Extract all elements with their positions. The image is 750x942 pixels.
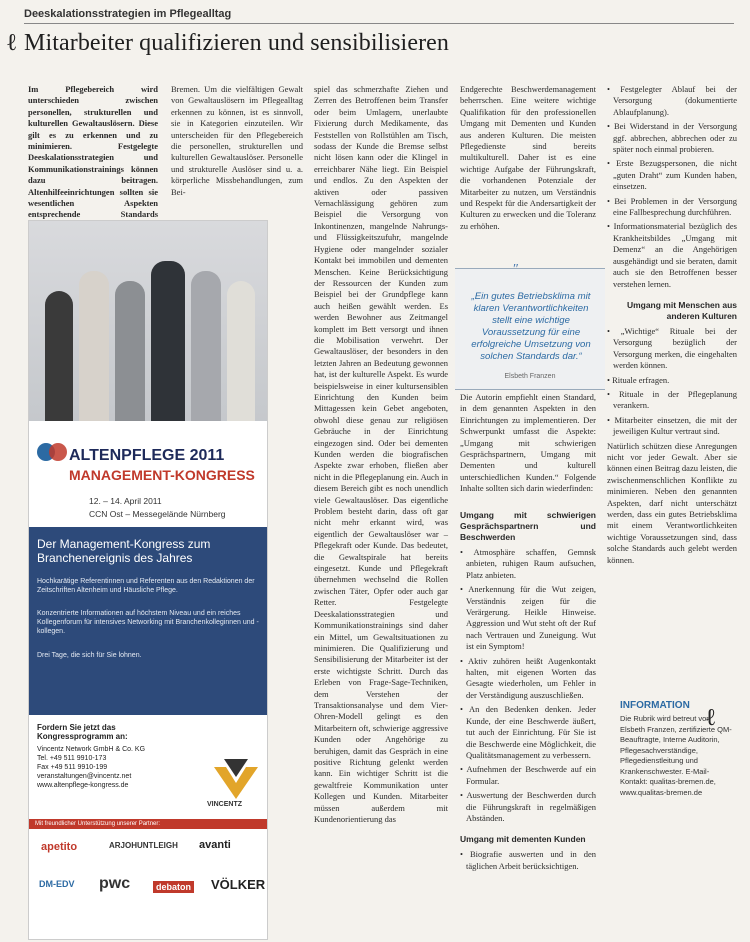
vincentz-logo-icon [214,759,258,799]
subheading-difficult-partners: Umgang mit schwierigen Gesprächspartnern und Beschwerden [460,510,596,542]
ad-order-line: veranstaltungen@vincentz.net [37,773,132,780]
lead-paragraph: Im Pflegebereich wird unterschieden zwischen personellen, strukturellen und kulturellen Gewaltauslösern. Diese gilt es zu erkennen und zu minimieren. Festgelegte Deeskalationsstrategien und Kommunikationstrainings können dazu beitragen. Altenhilfeeinrichtungen sollten sie wesentlichen Aspekten entsprechende Standards [28,84,158,220]
vincentz-brand: VINCENTZ [207,801,242,808]
quote-text: „Ein gutes Betriebsklima mit klaren Verantwortlichkeiten stellt eine wichtige Voraussetzung für eine erfolgreiche Umsetzung von solchen Standards dar.“ [471,291,591,362]
sponsor-pwc: pwc [99,875,131,892]
list-item: • Biografie auswerten und in den täglichen Arbeit berücksichtigen. [460,849,596,872]
pull-quote [455,262,605,390]
ad-title: ALTENPFLEGE 2011 [69,447,225,464]
list-difficult-partners [460,547,596,824]
list-item: • Aufnehmen der Beschwerde auf ein Formular. [460,764,596,787]
ad-headline: Der Management-Kongress zum Branchenereignis des Jahres [37,537,211,565]
sponsor-arjohuntleigh: ARJOHUNTLEIGH [109,841,178,850]
list-item: • Mitarbeiter einsetzen, die mit der jeweiligen Kultur vertraut sind. [607,415,737,438]
page-title: Mitarbeiter qualifizieren und sensibilisieren [24,30,450,56]
header-rule [24,23,734,24]
ad-order-line: Fax +49 511 9910-199 [37,764,108,771]
list-item: • Rituale erfragen. [607,375,737,386]
sponsor-voelker: VÖLKER [211,877,266,892]
list-item: • Erste Bezugspersonen, die nicht „guten Draht“ zum Kunden haben, einsetzen. [607,158,737,192]
ad-para-3: Drei Tage, die sich für Sie lohnen. [37,652,142,659]
ad-order-title: Fordern Sie jetzt das Kongressprogramm an: [37,723,128,741]
col4-text: Endgerechte Beschwerdemanagement beherrschen. Eine weitere wichtige Qualifikation für den professionellen Umgang mit Dementen und Kunden aus anderen Kulturen. Die meisten Pflegedienste sind bereits multikulturell. Daher ist es eine wichtige Aufgabe der Führungskraft, die vorhandenen Potenziale der Mitarbeiter zu nutzen, um Verständnis und Respekt für die Andersartigkeit der Kulturen zu erwecken und die Toleranz zu erhöhen. [460,84,596,231]
quote-author: Elsbeth Franzen [504,373,556,380]
list-item: • Atmosphäre schaffen, Gemnsk anbieten, ruhigen Raum aufsuchen, Platz anbieten. [460,547,596,581]
list-item: • Bei Problemen in der Versorgung eine Fallbesprechung durchführen. [607,196,737,219]
col2-text: Bremen. Um die vielfältigen Gewalt von Gewaltauslösern im Pflegealltag erkennen zu können, ist es sinnvoll, sie in Kategorien einzuteilen. Wir unterscheiden für den Pflegebereich die personellen, strukturellen und kulturellen Gewaltauslöser. Personelle und strukturelle Auslöser sind u. a. körperliche Missbehandlungen, zum Bei- [171,84,303,197]
col5-section [607,84,737,566]
ad-order-line: www.altenpflege-kongress.de [37,782,129,789]
col4-narrow: Die Autorin empfiehlt einen Standard, in dem genannten Aspekten in den Einrichtungen zu implementieren. Der Schwerpunkt umfasst die Aspekte: „Umgang mit schwierigen Gesprächspartnern, Umgang mit Dementen und kulturell unterschiedlichen Kunden.“ Folgende Inhalte sollten sich darin wiederfinden: [460,392,596,494]
ad-order-lines [37,745,187,790]
ad-location: CCN Ost – Messegelände Nürnberg [89,509,226,519]
quote-mark: ″ [513,262,519,277]
list-item: • „Wichtige“ Rituale bei der Versorgung bezüglich der Versorgung merken, die eingehalten werden können. [607,326,737,372]
list-item: • Bei Widerstand in der Versorgung ggf. abbrechen, abbrechen oder zu später noch einmal probieren. [607,121,737,155]
info-heading: INFORMATION [620,700,690,711]
ad-subtitle: MANAGEMENT-KONGRESS [69,467,255,483]
ad-para-2: Konzentrierte Informationen auf höchstem Niveau und ein reiches Kollegenforum für intensives Networking mit Branchenkolleginnen und -kollegen. [37,610,259,635]
sponsor-avanti: avanti [199,839,231,851]
subheading-dementia: Umgang mit dementen Kunden [460,834,586,845]
list-item: • Informationsmaterial bezüglich des Krankheitsbildes „Umgang mit Demenz“ an die Angehörigen ausgehändigt und sie beraten, damit auch sie den Betroffenen besser verstehen lernen. [607,221,737,289]
list-item: • Anerkennung für die Wut zeigen, Verständnis zeigen für die Verärgerung. Heikle Hinweise. Aggression und Wut steht oft der Ruf nach Vertrauen und Zuneigung. Wut ist ein Symptom! [460,584,596,652]
ad-order-line: Tel. +49 511 9910-173 [37,755,107,762]
col3-text: spiel das schmerzhafte Ziehen und Zerren des Betroffenen beim Transfer oder beim Umlagern, unerlaubte Fixierung durch Medikamente, das Feststellen von Rollstühlen am Tisch, sodass der Kunde die Bremse selbst nicht lösen kann oder die Klingel in erreichbarer Nähe liegt. Ein Beispiel und endlos. Zu den Aspekten der aktiven oder passiven Vernachlässigung gehören zum Beispiel die Versorgung von Inkontinenzen, mangelnde Nahrungs- und Flüssigkeitszufuhr, mangelnde Hygiene oder mangelnder sozialer Kontakt bei immobilen und dementen Menschen. Keine Berücksichtigung der Ressourcen der Kunden zum Beispiel bei der Grundpflege kann auch heißen gewählt werden. Es werden Bewohner aus Zeitmangel komplett im Bett versorgt und ihnen die Mobilisation verwehrt. Der Gewaltauslöser, der besonders in den letzten Jahren an Bedeutung gewonnen hat, ist der kulturelle Aspekt. Es wurde beispielsweise in einer kultursensiblen Einrichtung den Kunden beim Mittagessen kein Gebet angeboten, obwohl diese genau zur religiösen Gebräuche in der Einrichtung eingezogen sind. Oder bei dementen Kunden werden die biografischen Aspekte zwar erhoben, fließen aber nicht in die Pflegeplanung ein. Auch in diesem Bereich gibt es noch unendlich viele Gewaltauslöser. Das eigentliche Problem besteht darin, dass oft gar nicht mehr erkannt wird, was eigentlich der Gewaltauslöser war – Pflegekraft oder Kunde. Das bedeutet, die Gewaltspirale hat bereits eingesetzt. Kunde und Pflegekraft übernehmen wechselnd die Rollen zwischen Täter, Opfer oder auch gar Retter. Festgelegte Deeskalationsstrategien und Kommunikationstrainings sind daher ein Mittel, um Gewaltsituationen zu minimieren. Die Qualifizierung und Sensibilisierung der Mitarbeiter ist der erste wichtigste Schritt. Durch das Erleben von Frage-Sage-Techniken, dem Verstehen der Transaktionsanalyse und dem Vier-Ohren-Modell gelingt es den Mitarbeitern oft, schwierige aggressive Kunden oder Angehörige zu beruhigen, damit das Gespräch in eine positive Richtung gelenkt werden kann. Ein wichtiger Schritt ist die gewaltfreie Kommunikation unter Kollegen und Kunden. Mitarbeiter müssen außerdem mit Kundenorientierung das [314,84,448,824]
subheading-cultures: Umgang mit Menschen aus anderen Kulturen [626,299,737,321]
end-mark: ℓ [705,705,717,731]
ad-date: 12. – 14. April 2011 [89,496,162,506]
sponsor-dmedv: DM-EDV [39,879,75,889]
advertisement[interactable] [28,220,268,940]
list-cultures [607,326,737,438]
ad-partner-strip: Mit freundlicher Unterstützung unserer Partner: [29,819,268,829]
kicker: Deeskalationsstrategien im Pflegealltag [24,8,232,20]
ad-photo [29,221,268,421]
list-item: • Rituale in der Pflegeplanung verankern. [607,389,737,412]
list-dementia [460,849,596,872]
title-marker: ℓ [6,30,18,56]
info-box: Die Rubrik wird betreut von Elsbeth Franzen, zertifizierte QM-Beauftragte, Interne Auditorin, Pflegesachverständige, Pflegedienstleitung und Krankenschwester. E-Mail-Kontakt: qualitas-bremen.de, www.qualitas-bremen.de [620,714,732,797]
list-item: • Auswertung der Beschwerden durch die Führungskraft in regelmäßigen Abständen. [460,790,596,824]
closing-paragraph: Natürlich schützen diese Anregungen nicht vor jeder Gewalt. Aber sie können einen Beitrag dazu leisten, die zwischenmenschlichen Konflikte zu minimieren. Neben den genannten Aspekten, darf nicht unterschätzt werden, dass ein gutes Betriebsklima mit einem Verantwortlichkeiten wichtige Voraussetzungen sind, dass solche Standards auch gelebt werden können. [607,440,737,565]
list-dementia-cont [607,84,737,290]
ad-para-1: Hochkarätige Referentinnen und Referenten aus den Redaktionen der Zeitschriften Altenheim und Häusliche Pflege. [37,578,255,594]
list-item: • An den Bedenken denken. Jeder Kunde, der eine Beschwerde äußert, tut auch der Einrichtung. Für Sie ist die Beschwerde eine Möglichkeit, die Qualitätsmanagement zu verbessern. [460,704,596,761]
sponsor-apetito: apetito [41,841,78,853]
ad-order-info [37,723,187,790]
ad-order-line: Vincentz Network GmbH & Co. KG [37,746,146,753]
sponsor-debaton: debaton [153,881,194,893]
ad-blue-panel [29,527,268,715]
list-item: • Aktiv zuhören heißt Augenkontakt halten, mit eigenen Worten das Gesagte wiederholen, um Fehler in der Verständigung auszuschließen. [460,656,596,702]
list-item: • Festgelegter Ablauf bei der Versorgung (dokumentierte Ablaufplanung). [607,84,737,118]
col4-section [460,500,596,875]
